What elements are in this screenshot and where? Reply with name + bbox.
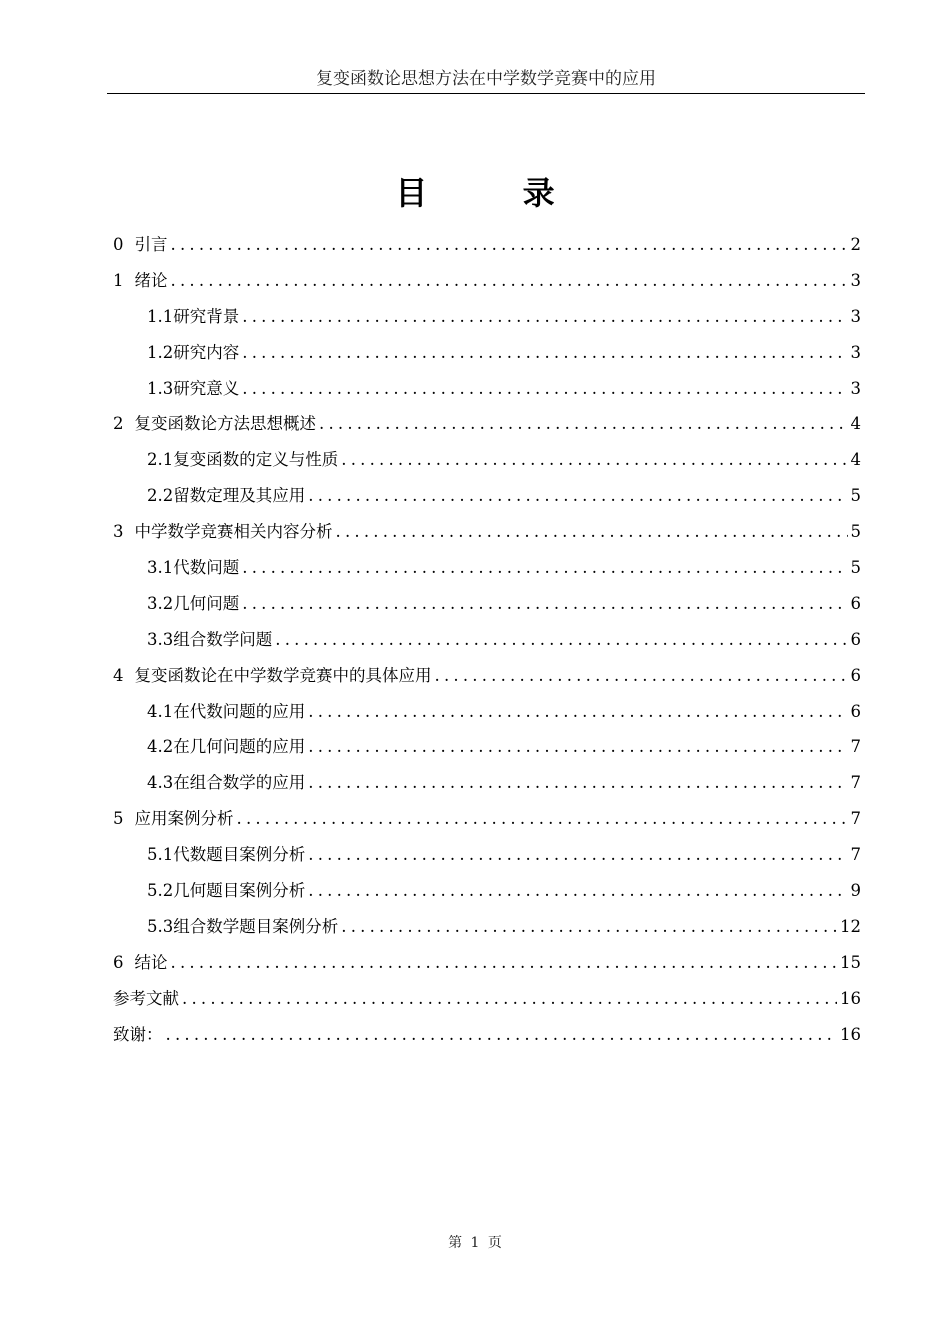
dot-leader (171, 230, 848, 260)
page-number: 第 1 页 (448, 1235, 502, 1251)
dot-leader (308, 697, 847, 727)
toc-entry-title: 研究意义 (173, 378, 240, 398)
dot-leader (308, 840, 847, 870)
toc-entry[interactable] (113, 553, 861, 589)
toc-entry[interactable] (113, 302, 861, 338)
toc-entry-title: 在代数问题的应用 (173, 701, 306, 721)
dot-leader (166, 1020, 838, 1050)
toc-entry[interactable] (113, 984, 861, 1020)
toc-entry[interactable] (113, 481, 861, 517)
toc-entry-title: 在几何问题的应用 (173, 737, 306, 757)
dot-leader (336, 517, 848, 547)
toc-entry-page: 7 (850, 845, 861, 865)
toc-entry-page: 12 (840, 916, 861, 936)
toc-entry[interactable] (113, 338, 861, 374)
dot-leader (242, 338, 847, 368)
toc-entry-page: 6 (850, 665, 861, 685)
toc-entry-title: 几何题目案例分析 (173, 881, 306, 901)
toc-entry-number: 5 (113, 809, 124, 829)
toc-entry-number: 2.1 (147, 450, 174, 470)
toc-entry-number: 1.1 (147, 306, 174, 326)
toc-entry-title: 复变函数的定义与性质 (173, 450, 339, 470)
toc-entry-title: 应用案例分析 (134, 809, 234, 829)
toc-entry-number: 4.1 (147, 701, 174, 721)
dot-leader (242, 302, 847, 332)
toc-entry-page: 15 (840, 952, 861, 972)
toc-entry[interactable] (113, 912, 861, 948)
toc-entry-title: 研究背景 (173, 306, 240, 326)
dot-leader (341, 445, 847, 475)
toc-entry-title: 致谢： (113, 1024, 163, 1044)
toc-entry-page: 2 (850, 235, 861, 254)
toc-entry-title: 在组合数学的应用 (173, 773, 306, 793)
dot-leader (242, 374, 847, 404)
toc-entry-title: 中学数学竞赛相关内容分析 (134, 522, 333, 542)
toc-entry-number: 2 (113, 414, 124, 434)
toc-entry-title: 绪论 (134, 270, 168, 290)
toc-entry-page: 4 (850, 450, 861, 470)
toc-entry-page: 5 (850, 522, 861, 542)
dot-leader (435, 661, 848, 691)
running-header: 复变函数论思想方法在中学数学竞赛中的应用 (107, 68, 865, 94)
toc-entry-page: 6 (850, 593, 861, 613)
table-of-contents (113, 230, 861, 1055)
toc-entry-number: 5.3 (147, 916, 174, 936)
toc-entry[interactable] (113, 661, 861, 697)
toc-entry-title: 复变函数论在中学数学竞赛中的具体应用 (134, 665, 432, 685)
toc-entry[interactable] (113, 948, 861, 984)
dot-leader (308, 768, 847, 798)
dot-leader (242, 553, 847, 583)
toc-entry[interactable] (113, 804, 861, 840)
dot-leader (341, 912, 837, 942)
dot-leader (275, 625, 847, 655)
toc-entry[interactable] (113, 625, 861, 661)
dot-leader (237, 804, 848, 834)
toc-entry-number: 2.2 (147, 486, 174, 506)
toc-title: 目 录 (395, 174, 597, 212)
toc-entry-page: 6 (850, 629, 861, 649)
toc-entry-number: 3.3 (147, 629, 174, 649)
toc-entry-number: 1.3 (147, 378, 174, 398)
toc-entry[interactable] (113, 266, 861, 302)
toc-entry-page: 16 (840, 988, 861, 1008)
dot-leader (308, 481, 847, 511)
toc-entry-title: 代数问题 (173, 558, 240, 578)
toc-entry-number: 0 (113, 235, 124, 254)
toc-entry-page: 7 (850, 737, 861, 757)
toc-entry[interactable] (113, 409, 861, 445)
toc-entry-number: 6 (113, 952, 124, 972)
toc-entry[interactable] (113, 840, 861, 876)
toc-entry-title: 留数定理及其应用 (173, 486, 306, 506)
toc-entry-page: 4 (850, 414, 861, 434)
toc-entry-number: 4.3 (147, 773, 174, 793)
toc-entry-number: 5.1 (147, 845, 174, 865)
toc-entry-page: 16 (840, 1024, 861, 1044)
toc-entry-page: 3 (850, 270, 861, 290)
toc-entry[interactable] (113, 589, 861, 625)
toc-entry-page: 5 (850, 486, 861, 506)
toc-entry[interactable] (113, 1020, 861, 1056)
dot-leader (319, 409, 848, 439)
toc-entry-title: 复变函数论方法思想概述 (134, 414, 316, 434)
toc-entry-title: 结论 (134, 952, 168, 972)
toc-entry-number: 1.2 (147, 342, 174, 362)
toc-entry-number: 4.2 (147, 737, 174, 757)
toc-entry-page: 5 (850, 558, 861, 578)
dot-leader (171, 266, 848, 296)
dot-leader (308, 876, 847, 906)
toc-entry-page: 3 (850, 378, 861, 398)
toc-entry-title: 组合数学问题 (173, 629, 273, 649)
toc-entry-page: 3 (850, 306, 861, 326)
toc-entry-number: 3.2 (147, 593, 174, 613)
toc-entry-page: 7 (850, 773, 861, 793)
toc-entry-page: 9 (850, 881, 861, 901)
toc-entry-title: 代数题目案例分析 (173, 845, 306, 865)
toc-entry[interactable] (113, 876, 861, 912)
toc-entry[interactable] (113, 768, 861, 804)
toc-entry-number: 1 (113, 270, 124, 290)
toc-entry-page: 7 (850, 809, 861, 829)
toc-entry-title: 几何问题 (173, 593, 240, 613)
dot-leader (171, 948, 838, 978)
toc-entry-page: 3 (850, 342, 861, 362)
toc-entry[interactable] (113, 230, 861, 266)
toc-entry-title: 参考文献 (113, 988, 179, 1008)
toc-entry-title: 引言 (134, 235, 168, 254)
toc-entry-page: 6 (850, 701, 861, 721)
dot-leader (182, 984, 837, 1014)
dot-leader (308, 732, 847, 762)
toc-entry-number: 5.2 (147, 881, 174, 901)
toc-entry-number: 3.1 (147, 558, 174, 578)
toc-entry[interactable] (113, 697, 861, 733)
toc-entry[interactable] (113, 517, 861, 553)
toc-entry-title: 组合数学题目案例分析 (173, 916, 339, 936)
dot-leader (242, 589, 847, 619)
toc-entry[interactable] (113, 445, 861, 481)
toc-entry-number: 3 (113, 522, 124, 542)
toc-entry-number: 4 (113, 665, 124, 685)
toc-entry-title: 研究内容 (173, 342, 240, 362)
toc-entry[interactable] (113, 732, 861, 768)
toc-entry[interactable] (113, 374, 861, 410)
